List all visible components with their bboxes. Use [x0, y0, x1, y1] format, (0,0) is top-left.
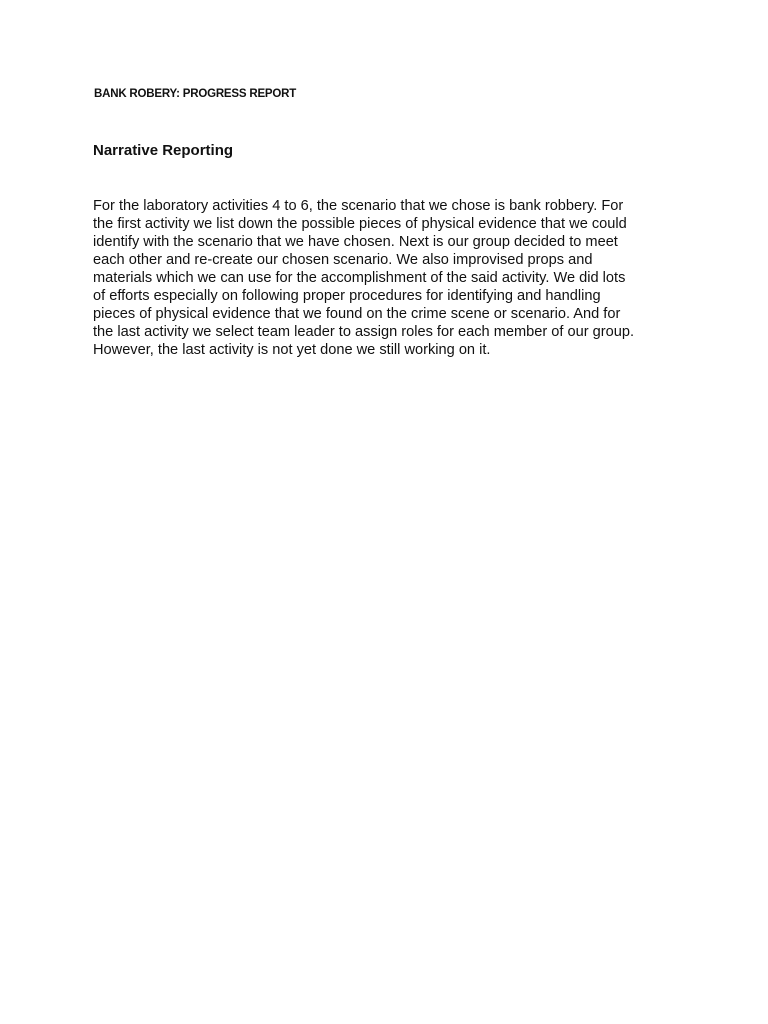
- paragraph-line: However, the last activity is not yet done we still working on it.: [93, 342, 491, 358]
- paragraph-line: identify with the scenario that we have chosen. Next is our group decided to meet: [93, 234, 618, 250]
- paragraph-line: For the laboratory activities 4 to 6, the scenario that we chose is bank robbery. For: [93, 198, 624, 214]
- paragraph-line: pieces of physical evidence that we found on the crime scene or scenario. And for: [93, 306, 621, 322]
- paragraph-line: the last activity we select team leader to assign roles for each member of our group.: [93, 324, 635, 340]
- narrative-paragraph: [93, 197, 693, 359]
- paragraph-line: the first activity we list down the possible pieces of physical evidence that we could: [93, 216, 627, 232]
- paragraph-line: materials which we can use for the accomplishment of the said activity. We did lots: [93, 270, 626, 286]
- section-heading: Narrative Reporting: [93, 142, 234, 159]
- paragraph-line: of efforts especially on following proper procedures for identifying and handling: [93, 288, 601, 304]
- paragraph-line: each other and re-create our chosen scenario. We also improvised props and: [93, 252, 593, 268]
- document-title: BANK ROBERY: PROGRESS REPORT: [94, 88, 297, 100]
